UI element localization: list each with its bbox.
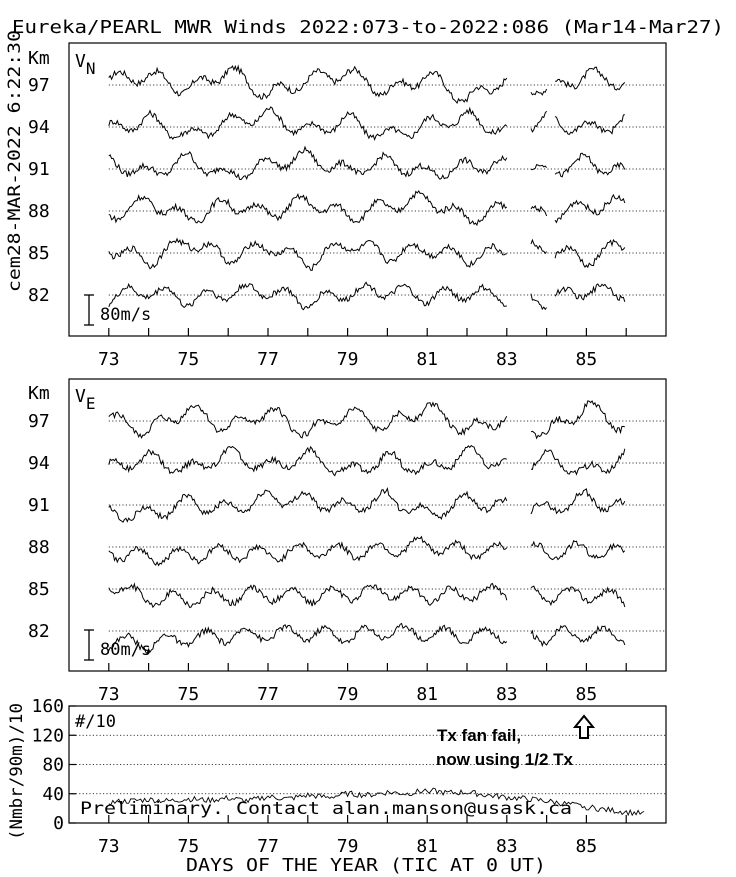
height-label-94km: 94 [28,117,50,138]
panel-counts-ylabel: (Nmbr/90m)/10 [7,706,27,840]
series-85km [109,584,625,608]
annotation-line-2: now using 1/2 Tx [436,750,573,769]
x-tick-labels-vn [98,349,597,370]
series-85km [109,239,625,271]
x-tick-label-85: 85 [575,836,598,857]
x-tick-label-85: 85 [575,349,598,370]
height-label-88km: 88 [28,537,50,558]
count-y-tick-label-80: 80 [42,754,64,776]
height-label-97km: 97 [28,75,50,96]
height-label-82km: 82 [28,621,50,642]
panel-vn-label: VN [75,51,96,78]
series-82km [109,624,625,654]
series-97km [109,401,625,438]
x-tick-label-75: 75 [177,836,200,857]
panel-vn [28,43,666,336]
panel-ve-series [109,401,625,654]
panel-ve-scale-bar [84,630,151,660]
count-y-tick-label-160: 160 [31,696,64,717]
panel-counts-gridlines [69,735,666,794]
x-tick-labels-counts [98,836,597,857]
panel-ve-label: VE [75,386,96,413]
panel-counts-corner-label: #/10 [75,712,116,732]
panel-ve-unit: Km [28,383,50,404]
panel-vn-frame [69,43,666,336]
count-y-tick-label-0: 0 [53,813,64,834]
series-88km [109,191,625,225]
x-tick-label-75: 75 [177,349,200,370]
height-label-91km: 91 [28,495,50,516]
panel-vn-height-labels [28,75,50,306]
x-tick-label-77: 77 [257,684,279,705]
panel-vn-x-ticks [109,328,626,336]
series-82km [109,282,625,309]
x-axis-label: DAYS OF THE YEAR (TIC AT 0 UT) [186,856,546,876]
x-tick-label-73: 73 [97,684,120,705]
x-tick-label-81: 81 [416,836,439,857]
x-tick-label-79: 79 [336,684,359,705]
x-tick-label-85: 85 [575,684,598,705]
x-tick-label-77: 77 [257,349,279,370]
annotation-arrow-icon [575,716,593,738]
panel-ve-scale-label: 80m/s [100,640,152,660]
series-94km [109,446,625,476]
panel-ve-x-ticks [109,663,626,671]
height-label-97km: 97 [28,411,50,432]
series-94km [109,107,625,140]
panel-ve-frame [69,379,666,671]
height-label-82km: 82 [28,285,50,306]
x-tick-label-81: 81 [416,684,439,705]
x-tick-label-77: 77 [257,836,279,857]
height-label-85km: 85 [28,243,50,264]
side-label: cem28-MAR-2022 6:22:30 [5,66,25,292]
panel-counts [7,696,666,840]
series-97km [109,66,625,103]
count-y-tick-label-40: 40 [42,783,64,805]
panel-vn-scale-bar [84,295,151,325]
height-label-91km: 91 [28,159,50,180]
annotation-line-1: Tx fan fail, [437,726,522,745]
x-tick-label-79: 79 [336,349,359,370]
height-label-94km: 94 [28,453,50,474]
panel-vn-unit: Km [28,48,50,69]
credit-text: Preliminary. Contact alan.manson@usask.ca [80,799,572,819]
panel-vn-series [109,66,625,310]
panel-ve [28,379,666,671]
series-91km [109,147,625,180]
count-y-tick-label-120: 120 [31,725,64,747]
x-tick-label-83: 83 [495,836,518,857]
height-label-88km: 88 [28,201,50,222]
x-tick-label-73: 73 [97,349,120,370]
chart-title: Eureka/PEARL MWR Winds 2022:073-to-2022:086 (Mar14-Mar27) [12,18,724,38]
x-tick-label-83: 83 [495,349,518,370]
x-tick-label-83: 83 [495,684,518,705]
x-tick-label-73: 73 [97,836,120,857]
x-tick-label-75: 75 [177,684,200,705]
x-tick-label-79: 79 [336,836,359,857]
x-tick-labels-ve [98,684,597,705]
x-tick-label-81: 81 [416,349,439,370]
height-label-85km: 85 [28,579,50,600]
panel-vn-scale-label: 80m/s [100,305,152,325]
panel-ve-height-labels [28,411,50,642]
series-88km [109,537,625,566]
